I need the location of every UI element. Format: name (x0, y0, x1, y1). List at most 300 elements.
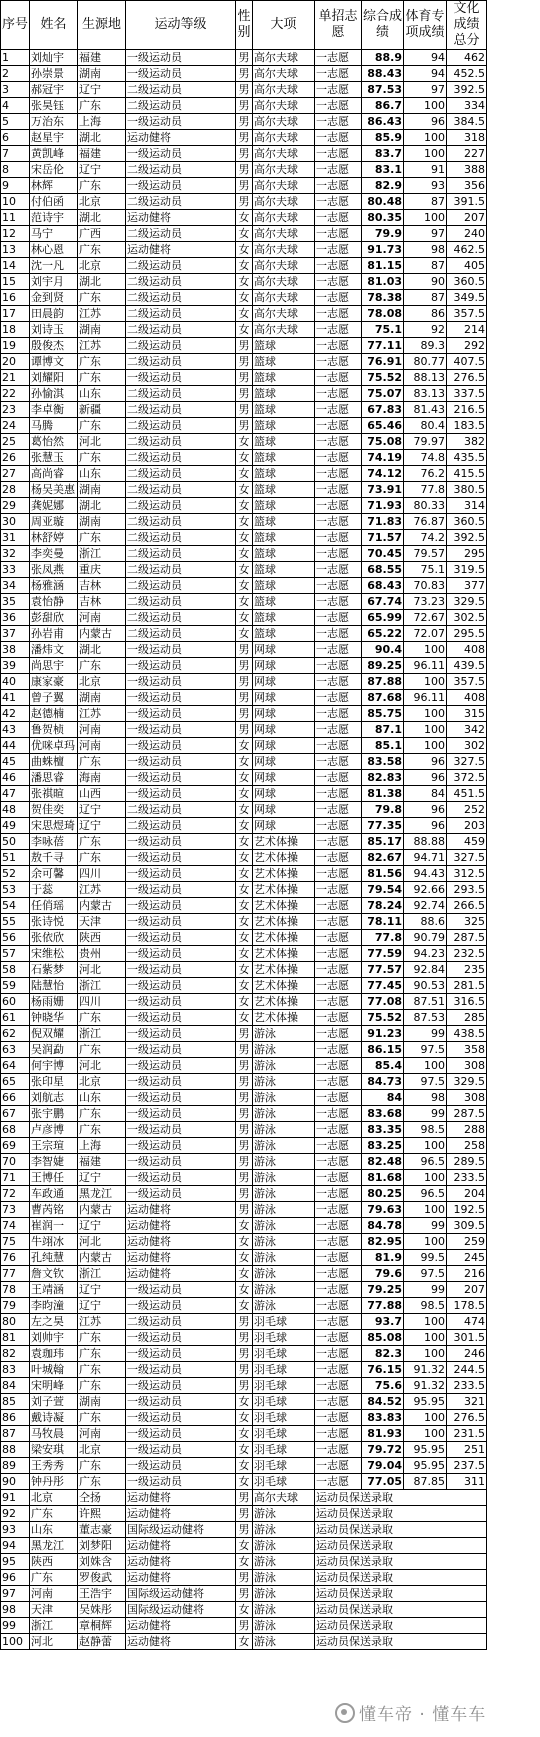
cell-sport-level: 一级运动员 (126, 1074, 236, 1090)
cell-overall-score: 87.68 (362, 690, 404, 706)
cell-overall-score: 87.53 (362, 82, 404, 98)
cell-name: 殷俊杰 (30, 338, 78, 354)
cell-culture-score: 214 (447, 322, 487, 338)
cell-gender: 男 (236, 354, 253, 370)
cell-gender: 女 (236, 498, 253, 514)
cell-name: 卢彦博 (30, 1122, 78, 1138)
cell-event: 艺术体操 (253, 866, 315, 882)
cell-event: 羽毛球 (253, 1474, 315, 1490)
cell-overall-score: 77.57 (362, 962, 404, 978)
cell-event: 篮球 (253, 514, 315, 530)
cell-sport-score: 95.95 (404, 1458, 447, 1474)
cell-index: 24 (1, 418, 30, 434)
cell-event: 艺术体操 (253, 962, 315, 978)
cell-sport-score: 87.53 (404, 1010, 447, 1026)
cell-overall-score: 84 (362, 1090, 404, 1106)
header-row (1, 1, 487, 50)
cell-sport-level: 二级运动员 (126, 450, 236, 466)
cell-preference: 一志愿 (315, 1394, 362, 1410)
cell-gender: 男 (236, 1058, 253, 1074)
cell-origin: 广东 (78, 178, 126, 194)
cell-culture-score: 266.5 (447, 898, 487, 914)
cell-culture-score: 435.5 (447, 450, 487, 466)
cell-event: 高尔夫球 (253, 130, 315, 146)
cell-origin: 湖北 (78, 498, 126, 514)
cell-event: 艺术体操 (253, 834, 315, 850)
cell-preference: 一志愿 (315, 1330, 362, 1346)
cell-preference: 一志愿 (315, 802, 362, 818)
cell-culture-score: 246 (447, 1346, 487, 1362)
cell-culture-score: 382 (447, 434, 487, 450)
cell-event: 艺术体操 (253, 930, 315, 946)
header-gender: 性别 (236, 1, 253, 50)
cell-origin: 广东 (78, 1362, 126, 1378)
cell-culture-score: 438.5 (447, 1026, 487, 1042)
cell-name: 周亚璇 (30, 514, 78, 530)
table-row (1, 1202, 487, 1218)
cell-name: 敖千寻 (30, 850, 78, 866)
table-row (1, 1218, 487, 1234)
cell-origin: 浙江 (30, 1618, 78, 1634)
cell-overall-score: 91.23 (362, 1026, 404, 1042)
cell-origin: 重庆 (78, 562, 126, 578)
cell-preference: 一志愿 (315, 914, 362, 930)
cell-gender: 女 (236, 914, 253, 930)
table-row (1, 114, 487, 130)
cell-sport-level: 二级运动员 (126, 258, 236, 274)
cell-origin: 广东 (78, 418, 126, 434)
cell-name: 李奕曼 (30, 546, 78, 562)
cell-sport-score: 96 (404, 802, 447, 818)
cell-preference: 一志愿 (315, 1474, 362, 1490)
cell-event: 篮球 (253, 610, 315, 626)
cell-culture-score: 337.5 (447, 386, 487, 402)
cell-sport-score: 94 (404, 66, 447, 82)
cell-sport-level: 一级运动员 (126, 1106, 236, 1122)
cell-sport-level: 二级运动员 (126, 626, 236, 642)
cell-culture-score: 325 (447, 914, 487, 930)
cell-origin: 新疆 (78, 402, 126, 418)
cell-index: 40 (1, 674, 30, 690)
cell-index: 74 (1, 1218, 30, 1234)
cell-preference: 一志愿 (315, 1314, 362, 1330)
cell-admission-note: 运动员保送录取 (315, 1506, 487, 1522)
cell-sport-score: 98 (404, 242, 447, 258)
cell-sport-level: 国际级运动健将 (126, 1522, 236, 1538)
cell-event: 游泳 (253, 1570, 315, 1586)
cell-sport-score: 100 (404, 146, 447, 162)
cell-origin: 辽宁 (78, 1298, 126, 1314)
cell-preference: 一志愿 (315, 1154, 362, 1170)
cell-event: 网球 (253, 706, 315, 722)
cell-index: 100 (1, 1634, 30, 1650)
table-row (1, 1250, 487, 1266)
cell-name: 林辉 (30, 178, 78, 194)
cell-name: 左之昊 (30, 1314, 78, 1330)
cell-overall-score: 75.1 (362, 322, 404, 338)
table-row (1, 338, 487, 354)
cell-sport-level: 二级运动员 (126, 306, 236, 322)
brand-logo-icon (335, 1703, 355, 1723)
cell-name: 许熙 (78, 1506, 126, 1522)
cell-sport-score: 100 (404, 1426, 447, 1442)
cell-origin: 陕西 (30, 1554, 78, 1570)
cell-sport-level: 一级运动员 (126, 1346, 236, 1362)
cell-origin: 广东 (78, 1330, 126, 1346)
cell-origin: 湖南 (78, 1394, 126, 1410)
cell-origin: 广东 (78, 1346, 126, 1362)
cell-preference: 一志愿 (315, 754, 362, 770)
cell-sport-score: 95.95 (404, 1394, 447, 1410)
cell-event: 游泳 (253, 1298, 315, 1314)
cell-overall-score: 87.88 (362, 674, 404, 690)
cell-origin: 四川 (78, 994, 126, 1010)
cell-index: 68 (1, 1122, 30, 1138)
cell-culture-score: 231.5 (447, 1426, 487, 1442)
cell-index: 97 (1, 1586, 30, 1602)
cell-sport-level: 二级运动员 (126, 434, 236, 450)
table-row (1, 1490, 487, 1506)
cell-sport-score: 87.51 (404, 994, 447, 1010)
cell-name: 葛怡然 (30, 434, 78, 450)
cell-sport-level: 一级运动员 (126, 1138, 236, 1154)
cell-overall-score: 82.48 (362, 1154, 404, 1170)
table-row (1, 306, 487, 322)
cell-origin: 广东 (78, 1410, 126, 1426)
cell-name: 孙愉淇 (30, 386, 78, 402)
cell-preference: 一志愿 (315, 530, 362, 546)
cell-origin: 辽宁 (78, 1218, 126, 1234)
cell-name: 马宁 (30, 226, 78, 242)
cell-preference: 一志愿 (315, 1250, 362, 1266)
cell-sport-level: 一级运动员 (126, 642, 236, 658)
cell-name: 孙岩甫 (30, 626, 78, 642)
cell-sport-level: 二级运动员 (126, 466, 236, 482)
cell-sport-score: 87 (404, 290, 447, 306)
cell-overall-score: 80.25 (362, 1186, 404, 1202)
cell-event: 篮球 (253, 386, 315, 402)
cell-overall-score: 76.15 (362, 1362, 404, 1378)
cell-name: 鲁贺桢 (30, 722, 78, 738)
cell-name: 王宗瑄 (30, 1138, 78, 1154)
cell-preference: 一志愿 (315, 1106, 362, 1122)
table-row (1, 162, 487, 178)
cell-event: 游泳 (253, 1554, 315, 1570)
cell-sport-score: 100 (404, 738, 447, 754)
cell-overall-score: 86.43 (362, 114, 404, 130)
cell-gender: 男 (236, 642, 253, 658)
table-row (1, 866, 487, 882)
table-row (1, 498, 487, 514)
cell-preference: 一志愿 (315, 130, 362, 146)
cell-sport-level: 一级运动员 (126, 1298, 236, 1314)
cell-index: 82 (1, 1346, 30, 1362)
cell-sport-level: 一级运动员 (126, 850, 236, 866)
cell-sport-score: 96.5 (404, 1154, 447, 1170)
cell-sport-level: 运动健将 (126, 1266, 236, 1282)
cell-overall-score: 76.91 (362, 354, 404, 370)
cell-origin: 北京 (78, 194, 126, 210)
cell-name: 刘诗玉 (30, 322, 78, 338)
cell-gender: 女 (236, 994, 253, 1010)
cell-gender: 女 (236, 898, 253, 914)
cell-sport-score: 70.83 (404, 578, 447, 594)
cell-index: 66 (1, 1090, 30, 1106)
cell-sport-score: 95.95 (404, 1442, 447, 1458)
cell-sport-score: 100 (404, 1346, 447, 1362)
cell-name: 钟丹彤 (30, 1474, 78, 1490)
cell-name: 刘耀阳 (30, 370, 78, 386)
cell-event: 游泳 (253, 1090, 315, 1106)
table-body (1, 50, 487, 1650)
cell-gender: 男 (236, 1026, 253, 1042)
table-row (1, 1618, 487, 1634)
cell-sport-score: 72.67 (404, 610, 447, 626)
cell-event: 篮球 (253, 546, 315, 562)
cell-index: 65 (1, 1074, 30, 1090)
cell-index: 8 (1, 162, 30, 178)
cell-event: 高尔夫球 (253, 306, 315, 322)
table-row (1, 1282, 487, 1298)
cell-event: 高尔夫球 (253, 258, 315, 274)
cell-index: 35 (1, 594, 30, 610)
table-row (1, 226, 487, 242)
cell-preference: 一志愿 (315, 930, 362, 946)
table-row (1, 1010, 487, 1026)
cell-sport-score: 100 (404, 1058, 447, 1074)
cell-index: 54 (1, 898, 30, 914)
table-row (1, 770, 487, 786)
cell-index: 44 (1, 738, 30, 754)
cell-event: 篮球 (253, 402, 315, 418)
cell-culture-score: 276.5 (447, 370, 487, 386)
cell-sport-score: 75.1 (404, 562, 447, 578)
table-row (1, 1570, 487, 1586)
cell-preference: 一志愿 (315, 386, 362, 402)
table-row (1, 258, 487, 274)
cell-sport-level: 一级运动员 (126, 706, 236, 722)
cell-event: 高尔夫球 (253, 82, 315, 98)
cell-sport-score: 90 (404, 274, 447, 290)
cell-culture-score: 462.5 (447, 242, 487, 258)
cell-gender: 女 (236, 1474, 253, 1490)
cell-sport-score: 94.71 (404, 850, 447, 866)
cell-origin: 湖北 (78, 130, 126, 146)
cell-origin: 江苏 (78, 306, 126, 322)
cell-index: 22 (1, 386, 30, 402)
cell-preference: 一志愿 (315, 402, 362, 418)
cell-index: 59 (1, 978, 30, 994)
cell-index: 81 (1, 1330, 30, 1346)
cell-origin: 广东 (78, 290, 126, 306)
cell-event: 游泳 (253, 1074, 315, 1090)
cell-origin: 吉林 (78, 594, 126, 610)
cell-name: 戴诗凝 (30, 1410, 78, 1426)
cell-preference: 一志愿 (315, 578, 362, 594)
cell-culture-score: 301.5 (447, 1330, 487, 1346)
table-row (1, 1106, 487, 1122)
table-row (1, 658, 487, 674)
cell-index: 41 (1, 690, 30, 706)
cell-index: 4 (1, 98, 30, 114)
cell-culture-score: 245 (447, 1250, 487, 1266)
cell-sport-level: 二级运动员 (126, 194, 236, 210)
cell-culture-score: 309.5 (447, 1218, 487, 1234)
cell-index: 52 (1, 866, 30, 882)
cell-sport-score: 97 (404, 82, 447, 98)
cell-preference: 一志愿 (315, 66, 362, 82)
cell-sport-score: 80.77 (404, 354, 447, 370)
table-row (1, 1234, 487, 1250)
table-row (1, 1346, 487, 1362)
cell-origin: 湖南 (78, 514, 126, 530)
cell-overall-score: 82.95 (362, 1234, 404, 1250)
cell-overall-score: 67.74 (362, 594, 404, 610)
table-row (1, 1298, 487, 1314)
cell-preference: 一志愿 (315, 178, 362, 194)
cell-gender: 男 (236, 162, 253, 178)
cell-index: 49 (1, 818, 30, 834)
cell-sport-level: 一级运动员 (126, 50, 236, 66)
cell-sport-level: 一级运动员 (126, 658, 236, 674)
table-row (1, 562, 487, 578)
cell-preference: 一志愿 (315, 514, 362, 530)
cell-sport-score: 100 (404, 1330, 447, 1346)
cell-name: 李咏蓓 (30, 834, 78, 850)
cell-culture-score: 312.5 (447, 866, 487, 882)
table-row (1, 402, 487, 418)
cell-sport-level: 二级运动员 (126, 402, 236, 418)
table-row (1, 530, 487, 546)
cell-origin: 北京 (78, 1442, 126, 1458)
cell-index: 38 (1, 642, 30, 658)
cell-preference: 一志愿 (315, 1170, 362, 1186)
cell-sport-level: 一级运动员 (126, 146, 236, 162)
table-row (1, 434, 487, 450)
cell-gender: 男 (236, 1346, 253, 1362)
cell-index: 3 (1, 82, 30, 98)
table-row (1, 1154, 487, 1170)
cell-sport-score: 94.43 (404, 866, 447, 882)
cell-index: 27 (1, 466, 30, 482)
cell-culture-score: 392.5 (447, 530, 487, 546)
table-row (1, 1522, 487, 1538)
cell-gender: 男 (236, 66, 253, 82)
cell-gender: 男 (236, 1122, 253, 1138)
cell-preference: 一志愿 (315, 418, 362, 434)
table-row (1, 1042, 487, 1058)
cell-name: 潘炜文 (30, 642, 78, 658)
cell-event: 篮球 (253, 578, 315, 594)
cell-preference: 一志愿 (315, 1058, 362, 1074)
cell-index: 13 (1, 242, 30, 258)
cell-gender: 女 (236, 1010, 253, 1026)
cell-sport-level: 一级运动员 (126, 914, 236, 930)
table-row (1, 978, 487, 994)
cell-index: 42 (1, 706, 30, 722)
cell-sport-score: 100 (404, 674, 447, 690)
cell-event: 羽毛球 (253, 1362, 315, 1378)
cell-origin: 江苏 (78, 706, 126, 722)
cell-origin: 广东 (78, 98, 126, 114)
cell-preference: 一志愿 (315, 1138, 362, 1154)
cell-event: 艺术体操 (253, 850, 315, 866)
cell-overall-score: 82.83 (362, 770, 404, 786)
cell-sport-level: 一级运动员 (126, 786, 236, 802)
cell-event: 网球 (253, 818, 315, 834)
cell-culture-score: 203 (447, 818, 487, 834)
cell-sport-score: 100 (404, 210, 447, 226)
cell-culture-score: 293.5 (447, 882, 487, 898)
cell-index: 99 (1, 1618, 30, 1634)
cell-name: 章桐辉 (78, 1618, 126, 1634)
cell-index: 2 (1, 66, 30, 82)
cell-overall-score: 82.67 (362, 850, 404, 866)
cell-culture-score: 408 (447, 690, 487, 706)
cell-overall-score: 84.73 (362, 1074, 404, 1090)
cell-culture-score: 415.5 (447, 466, 487, 482)
cell-gender: 男 (236, 146, 253, 162)
cell-gender: 女 (236, 1426, 253, 1442)
cell-event: 羽毛球 (253, 1426, 315, 1442)
cell-admission-note: 运动员保送录取 (315, 1538, 487, 1554)
cell-sport-score: 87 (404, 194, 447, 210)
cell-gender: 男 (236, 402, 253, 418)
cell-preference: 一志愿 (315, 354, 362, 370)
cell-overall-score: 71.93 (362, 498, 404, 514)
cell-preference: 一志愿 (315, 274, 362, 290)
cell-origin: 海南 (78, 770, 126, 786)
cell-overall-score: 65.22 (362, 626, 404, 642)
cell-event: 游泳 (253, 1506, 315, 1522)
cell-gender: 女 (236, 274, 253, 290)
cell-gender: 女 (236, 1458, 253, 1474)
table-row (1, 1634, 487, 1650)
cell-sport-score: 100 (404, 98, 447, 114)
cell-sport-level: 一级运动员 (126, 898, 236, 914)
cell-index: 79 (1, 1298, 30, 1314)
cell-overall-score: 78.11 (362, 914, 404, 930)
cell-gender: 男 (236, 1330, 253, 1346)
cell-index: 1 (1, 50, 30, 66)
cell-index: 20 (1, 354, 30, 370)
cell-sport-level: 一级运动员 (126, 1042, 236, 1058)
cell-origin: 河北 (78, 1234, 126, 1250)
cell-gender: 男 (236, 722, 253, 738)
cell-event: 高尔夫球 (253, 178, 315, 194)
cell-overall-score: 83.7 (362, 146, 404, 162)
cell-origin: 广东 (78, 1378, 126, 1394)
cell-sport-score: 84 (404, 786, 447, 802)
cell-culture-score: 391.5 (447, 194, 487, 210)
table-row (1, 642, 487, 658)
cell-event: 游泳 (253, 1138, 315, 1154)
cell-overall-score: 83.83 (362, 1410, 404, 1426)
table-row (1, 754, 487, 770)
table-row (1, 962, 487, 978)
table-row (1, 626, 487, 642)
cell-culture-score: 321 (447, 1394, 487, 1410)
cell-name: 杨雅涵 (30, 578, 78, 594)
cell-sport-level: 运动健将 (126, 1570, 236, 1586)
cell-origin: 黑龙江 (30, 1538, 78, 1554)
cell-origin: 浙江 (78, 1026, 126, 1042)
cell-origin: 四川 (78, 866, 126, 882)
table-row (1, 1314, 487, 1330)
cell-event: 高尔夫球 (253, 50, 315, 66)
cell-origin: 河北 (30, 1634, 78, 1650)
cell-name: 万治东 (30, 114, 78, 130)
